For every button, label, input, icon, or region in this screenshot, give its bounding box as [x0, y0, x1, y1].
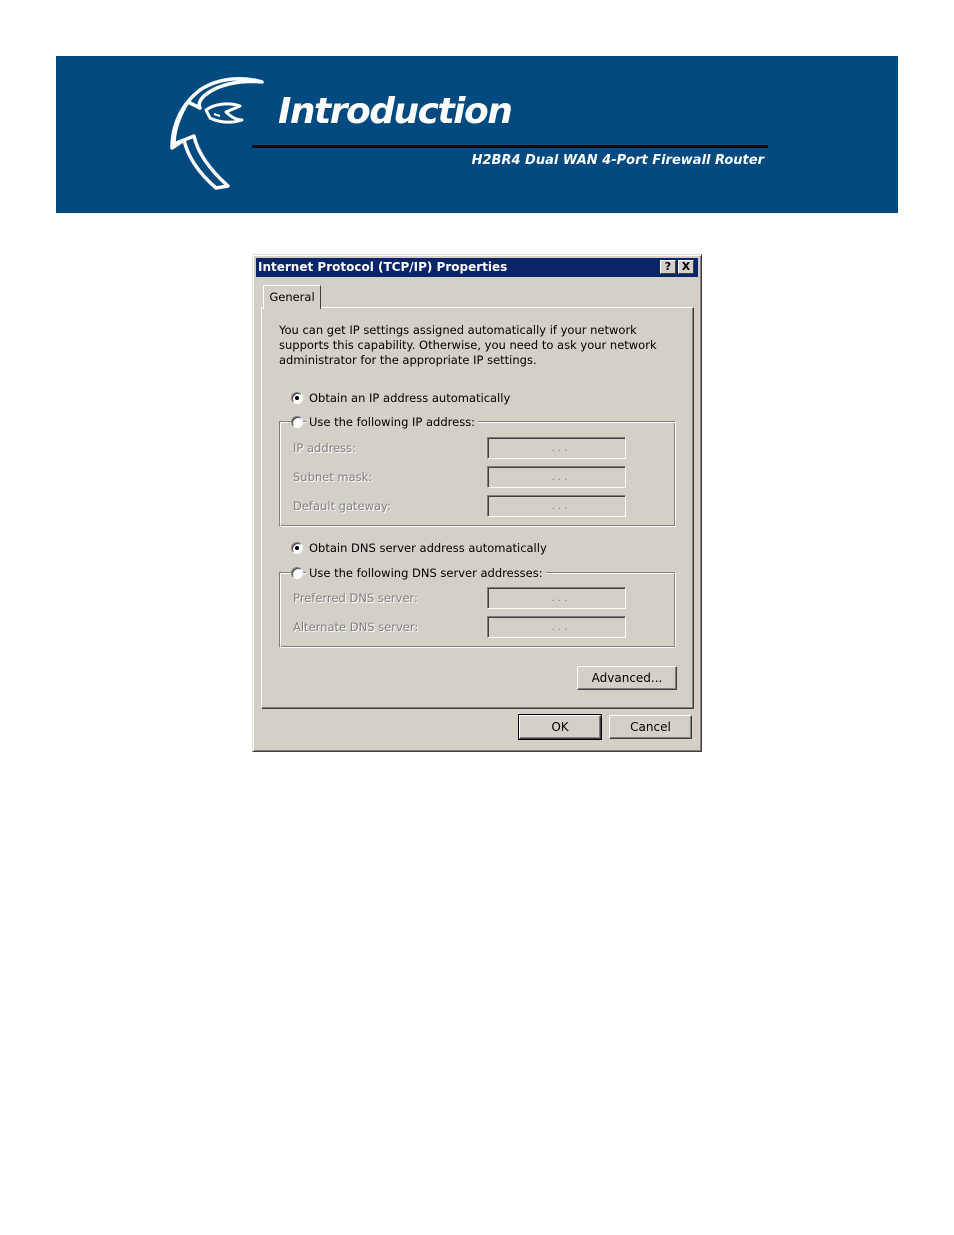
cancel-button[interactable]: Cancel	[609, 715, 692, 739]
dialog-title: Internet Protocol (TCP/IP) Properties	[258, 260, 508, 274]
default-gateway-label: Default gateway:	[293, 499, 391, 513]
use-static-ip-radio[interactable]	[291, 416, 303, 428]
preferred-dns-field[interactable]	[487, 587, 626, 609]
description-text: You can get IP settings assigned automatically if your network supports this capability. Otherwise, you need to ask your network administrator for the appropriate IP settings.	[279, 323, 657, 367]
eagle-head-logo-icon	[170, 74, 270, 190]
close-button[interactable]: X	[678, 260, 694, 274]
help-button[interactable]: ?	[660, 260, 676, 274]
default-gateway-field[interactable]	[487, 495, 626, 517]
dialog-titlebar[interactable]	[256, 258, 698, 277]
obtain-dns-auto-label[interactable]: Obtain DNS server address automatically	[309, 541, 550, 555]
alternate-dns-field[interactable]	[487, 616, 626, 638]
advanced-button[interactable]: Advanced...	[577, 666, 677, 690]
header-banner	[56, 56, 898, 213]
banner-subtitle: H2BR4 Dual WAN 4-Port Firewall Router	[471, 153, 764, 168]
ip-address-label: IP address:	[293, 441, 357, 455]
radio-selected-dot	[295, 546, 299, 550]
use-static-dns-label[interactable]: Use the following DNS server addresses:	[306, 566, 546, 580]
obtain-ip-auto-label[interactable]: Obtain an IP address automatically	[309, 391, 513, 405]
tcpip-properties-dialog	[252, 254, 702, 752]
alternate-dns-value: . . .	[551, 621, 568, 633]
ip-address-field[interactable]	[487, 437, 626, 459]
ip-address-value: . . .	[551, 442, 568, 454]
subnet-mask-label: Subnet mask:	[293, 470, 373, 484]
obtain-ip-auto-radio[interactable]	[291, 392, 303, 404]
tab-general[interactable]: General	[263, 285, 321, 309]
ok-button[interactable]: OK	[519, 715, 601, 739]
banner-divider	[252, 145, 768, 148]
obtain-dns-auto-radio[interactable]	[291, 542, 303, 554]
subnet-mask-field[interactable]	[487, 466, 626, 488]
default-gateway-value: . . .	[551, 500, 568, 512]
subnet-mask-value: . . .	[551, 471, 568, 483]
use-static-ip-label[interactable]: Use the following IP address:	[306, 415, 478, 429]
alternate-dns-label: Alternate DNS server:	[293, 620, 419, 634]
preferred-dns-label: Preferred DNS server:	[293, 591, 418, 605]
use-static-dns-radio[interactable]	[291, 567, 303, 579]
radio-selected-dot	[295, 396, 299, 400]
banner-title: Introduction	[278, 91, 512, 132]
preferred-dns-value: . . .	[551, 592, 568, 604]
